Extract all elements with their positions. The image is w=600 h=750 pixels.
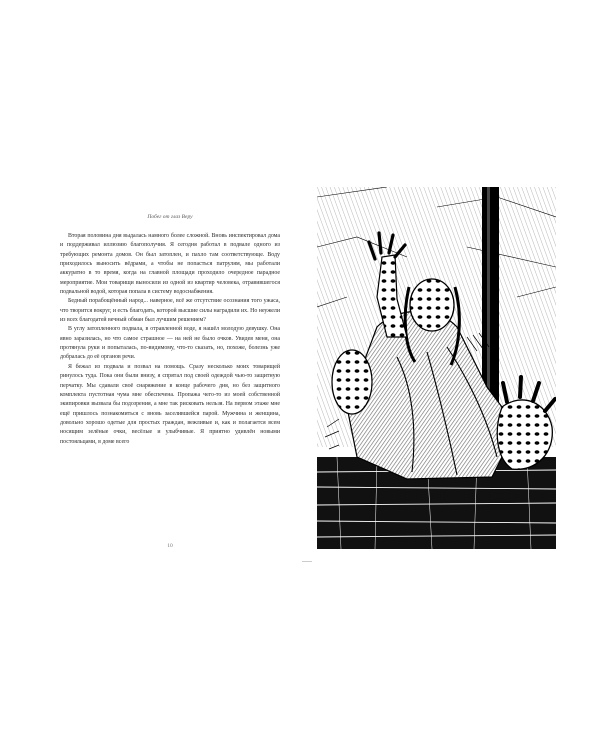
ink-illustration xyxy=(317,187,556,549)
paragraph-2: Бедный порабощённый народ... наверное, всё же отсутствие осознания того ужаса, что творится вокруг, и есть благодать, которой высшие силы наградили их. Но неужели из всех благодатей вечный обман был лучшим решением? xyxy=(60,298,280,324)
paragraph-4: Я бежал из подвала и позвал на помощь. Сразу несколько моих товарищей ринулось туда. Пока они были внизу, я спрятал под своей одеждой чью-то защитную перчатку. Мы сдавали своё снаряжение в конце рабочего дня, но без защитного комплекта пустотная чума мне обеспечена. Пропажа чего-то из моей собственной экипировки вызвала бы подозрения, а мне так рисковать нельзя. На первом этаже мне ещё пришлось познакомиться с вновь заселившейся парой. Мужчина и женщина, довольно хорошо одетые для простых граждан, вежливые и, как и полагается всем носящим зелёные очки, весёлые и улыбчивые. Я приятно удивлён новыми постояльцами, в доме всего xyxy=(60,363,280,445)
body-text xyxy=(60,232,280,447)
paragraph-1: Вторая половина дня выдалась намного более сложной. Вновь инспектировал дома и поддерживал иллюзию благополучия. Я сегодня работал в подвале одного из требующих ремонта домов. Он был затоплен, и пахло там соответствующе. Воду приходилось выносить вёдрами, а чтобы не попасться патрулям, мы работали аккуратно в то время, когда на главной площади проходило очередное парадное мероприятие. Мои товарищи выносили из одной из квартир человека, отравившегося подвальной водой, которая попала в систему водоснабжения. xyxy=(60,233,280,296)
page-edge-mark xyxy=(302,561,312,562)
page-number: 10 xyxy=(167,543,173,549)
paragraph-3: В углу затопленного подвала, в отравленной воде, я нашёл молодую девушку. Она явно заразилась, но что самое страшное — на ней не было очков. Увидев меня, она протянула руки и попыталась, по-видимому, что-то сказать, но, похоже, болезнь уже добралась до её органов речи. xyxy=(60,326,280,361)
illustration-plague-victim xyxy=(317,187,556,549)
running-head: Побег от глаз Веру xyxy=(147,214,193,220)
